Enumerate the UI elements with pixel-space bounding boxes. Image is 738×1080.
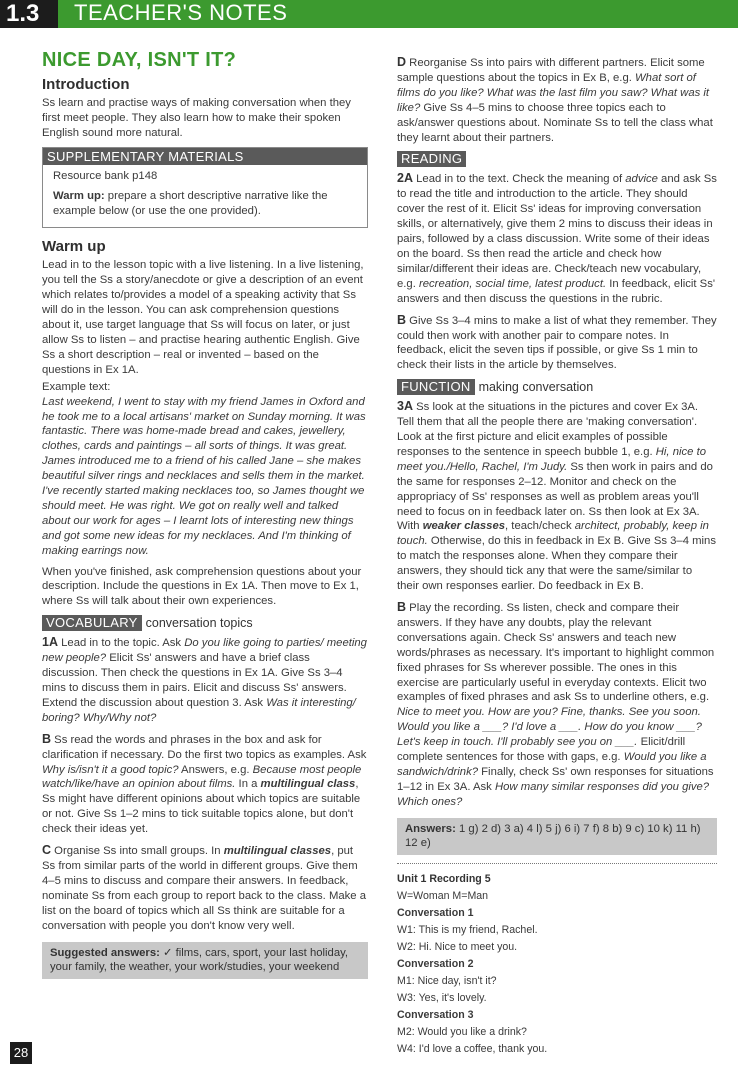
- vocab-b: B Ss read the words and phrases in the box and ask for clarification if necessary. Do the first two topics as examples. Ask Why is/isn't it a good topic? Answers, e.g. Because most people watch/like/have an opinion about films. In a multilingual class, Ss might have different opinions about which topics are suitable or not. Give Ss 1–2 mins to tick suitable topics alone, but don't check their ideas yet.: [42, 731, 367, 836]
- vocab-1a: 1A Lead in to the topic. Ask Do you like going to parties/ meeting new people? Elicit Ss' answers and have a brief class discussion. Then check the questions in Ex 1A. Give Ss 3–4 mins to discuss them in pairs. Elicit and discuss Ss' answers. Extend the discussion about question 3. Ask Was it interesting/ boring? Why/Why not?: [42, 635, 367, 724]
- reading-tag: READING: [397, 151, 466, 167]
- conversation-line: W3: Yes, it's lovely.: [397, 991, 487, 1004]
- recording-transcript: [397, 872, 717, 1056]
- conversation-2-heading: Conversation 2: [397, 957, 474, 970]
- introduction-text: Ss learn and practise ways of making conversation when they first meet people. They also learn how to make their spoken English sound more natural.: [42, 97, 351, 139]
- example-label: Example text:: [42, 380, 111, 393]
- vocabulary-tag: VOCABULARY: [42, 615, 142, 631]
- conversation-line: M2: Would you like a drink?: [397, 1025, 527, 1038]
- suggested-answers-box: Suggested answers: ✓ films, cars, sport, your last holiday, your family, the weather, your work/studies, your weekend: [42, 942, 368, 979]
- supplementary-materials-heading: SUPPLEMENTARY MATERIALS: [43, 148, 367, 165]
- page-number: 28: [10, 1042, 32, 1064]
- supplementary-materials-box: [42, 147, 368, 229]
- conversation-line: W4: I'd love a coffee, thank you.: [397, 1042, 548, 1055]
- warmup-heading: Warm up: [42, 238, 106, 256]
- vocab-d: D Reorganise Ss into pairs with different partners. Elicit some sample questions about the topics in Ex B, e.g. What sort of films do you like? What was the last film you saw? What was it like? Give Ss 4–5 mins to choose three topics each to ask/answer questions about. Nominate Ss to tell the class what they learnt about their partners.: [397, 55, 713, 144]
- conversation-line: W2: Hi. Nice to meet you.: [397, 940, 518, 953]
- introduction-heading: Introduction: [42, 76, 130, 93]
- supp-warmup: Warm up: prepare a short descriptive narrative like the example below (or use the one provided).: [53, 189, 328, 217]
- recording-title: Unit 1 Recording 5: [397, 872, 491, 885]
- vocab-c: C Organise Ss into small groups. In multilingual classes, put Ss from similar parts of the world in different groups. Give them 4–5 mins to discuss and compare their answers. In feedback, nominate Ss from each group to report back to the class. Make a list on the board of topics which all Ss think are suitable for a conversation with people you don't know very well.: [42, 843, 367, 932]
- conversation-line: M1: Nice day, isn't it?: [397, 974, 497, 987]
- reading-section-heading: [397, 151, 717, 167]
- recording-key: W=Woman M=Man: [397, 889, 489, 902]
- header-bar: [0, 0, 738, 28]
- right-column: [397, 55, 717, 1059]
- answers-box: Answers: 1 g) 2 d) 3 a) 4 l) 5 j) 6 i) 7 f) 8 b) 9 c) 10 k) 11 h) 12 e): [397, 818, 717, 855]
- example-text: Last weekend, I went to stay with my friend James in Oxford and he took me to a local artisans' market on Sunday morning. It was fantastic. There was home-made bread and cakes, jewellery, clothes, cards and paintings – all sorts of things. It was great. James introduced me to a friend of his called Jane – she makes beautiful silver rings and necklaces and sells them in the market. I've recently started making necklaces too, so James thought we should meet. He was right. We got on really well and talked about our work for ages – I learnt lots of interesting new things and got some new ideas for my necklaces. And I'm thinking of making earrings now.: [42, 395, 366, 557]
- left-column: [42, 48, 368, 983]
- conversation-3-heading: Conversation 3: [397, 1008, 474, 1021]
- conversation-1-heading: Conversation 1: [397, 906, 474, 919]
- header-title: TEACHER'S NOTES: [74, 0, 288, 25]
- page-title: NICE DAY, ISN'T IT?: [42, 49, 237, 71]
- divider: [397, 863, 717, 864]
- function-b: B Play the recording. Ss listen, check and compare their answers. If they have any doubts, play the relevant conversations again. Check Ss' answers and teach new words/phrases as necessary. It's important to highlight common fixed phrases for Ss wherever possible. The ones in this exercise are particularly useful in everyday contexts. Elicit two examples of fixed phrases and ask Ss to underline others, e.g. Nice to meet you. How are you? Fine, thanks. See you soon. Would you like a ___? I'd love a ___. How do you know ___? Let's keep in touch. I'll probably see you on ___. Elicit/drill complete sentences for those with gaps, e.g. Would you like a sandwich/drink? Finally, check Ss' own responses for situations 1–12 in Ex 3A. Ask How many similar responses did you give? Which ones?: [397, 600, 715, 808]
- resource-bank: Resource bank p148: [53, 169, 158, 182]
- function-tag: FUNCTION: [397, 379, 475, 395]
- function-3a: 3A Ss look at the situations in the pictures and cover Ex 3A. Tell them that all the people there are 'making conversation'. Look at the first picture and elicit examples of possible responses to the sentence in speech bubble 1, e.g. Hi, nice to meet you./Hello, Rachel, I'm Judy. Ss then work in pairs and do the same for responses 2–12. Monitor and check on the appropriacy of Ss' responses as well as problem areas you'll need to focus on in feedback later on. Ss then look at Ex 3A. With weaker classes, teach/check architect, probably, keep in touch. Otherwise, do this in feedback in Ex B. Give Ss 3–4 mins to match the responses alone. When they compare their answers, they should tick any that were the same/similar to their own responses earlier. Do feedback in Ex B.: [397, 399, 716, 593]
- conversation-line: W1: This is my friend, Rachel.: [397, 923, 538, 936]
- after-warmup-text: When you've finished, ask comprehension questions about your description. Include the questions in Ex 1A. Then move to Ex 1, where Ss will talk about their own experiences.: [42, 565, 362, 608]
- reading-b: B Give Ss 3–4 mins to make a list of what they remember. They could then work with another pair to compare notes. In feedback, elicit the seven tips if possible, or give Ss 1 min to check their lists in the article by themselves.: [397, 312, 717, 372]
- reading-2a: 2A Lead in to the text. Check the meaning of advice and ask Ss to read the title and introduction to the article. They should cover the rest of it. Elicit Ss' ideas for improving conversation skills, or alternatively, give them 2 mins to discuss their ideas in pairs, followed by a class discussion. Write some of their ideas on the board. Ss then read the article and check how similar/different their ideas are. Check/teach new vocabulary, e.g. recreation, social time, latest product. In feedback, elicit Ss' answers and then discuss the questions in the rubric.: [397, 171, 717, 305]
- function-section-heading: FUNCTION making conversation: [397, 379, 717, 395]
- unit-number: 1.3: [0, 0, 58, 28]
- warmup-text: Lead in to the lesson topic with a live listening. In a live listening, you tell the Ss a story/anecdote or give a description of an event which relates to/provides a model of a speaking activity that Ss will do in the lesson. You can ask comprehension questions about it, use target language that Ss will focus on later, or just allow Ss to listen – and practise hearing authentic English. Give Ss a short description – real or invented – based on the questions in Ex 1A.: [42, 259, 364, 376]
- vocabulary-section-heading: VOCABULARY conversation topics: [42, 615, 368, 631]
